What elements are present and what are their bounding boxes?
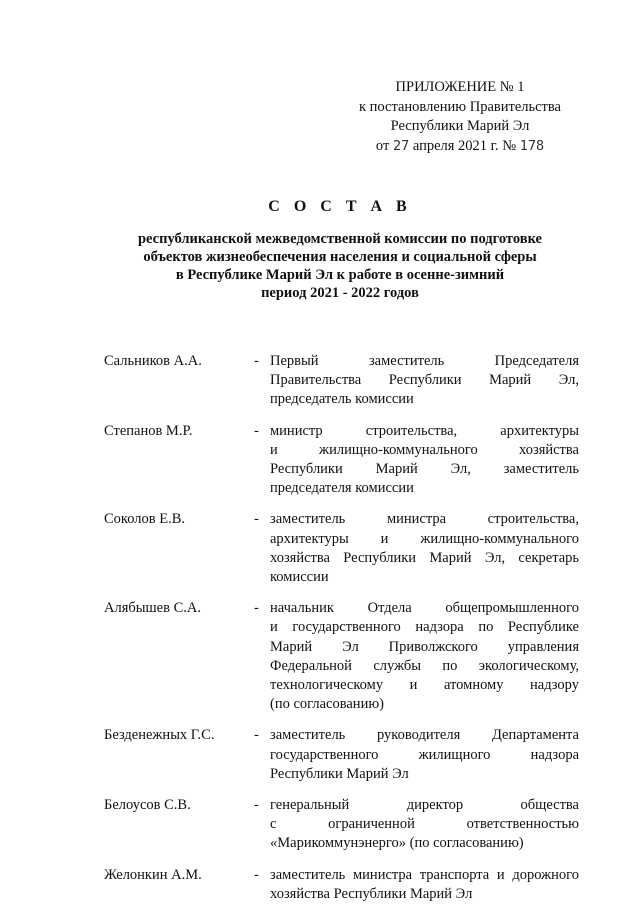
member-entry bbox=[104, 510, 579, 587]
member-dash: - bbox=[254, 727, 259, 744]
member-role bbox=[270, 599, 579, 714]
document-subtitle bbox=[60, 230, 620, 302]
role-line: председателя комиссии bbox=[270, 480, 414, 497]
document-title: С О С Т А В bbox=[268, 198, 412, 215]
member-dash: - bbox=[254, 866, 259, 883]
role-line: хозяйства Республики Марий Эл bbox=[270, 885, 473, 902]
role-line: и жилищно-коммунального хозяйства bbox=[270, 441, 579, 458]
role-line: Республики Марий Эл bbox=[270, 765, 409, 782]
date-day: 27 bbox=[392, 137, 410, 154]
member-role bbox=[270, 866, 579, 904]
date-mid: апреля 2021 г. № bbox=[412, 137, 517, 154]
role-line: заместитель министра строительства, bbox=[270, 511, 579, 528]
role-line: министр строительства, архитектуры bbox=[270, 422, 579, 439]
role-line: заместитель министра транспорта и дорожного bbox=[270, 866, 579, 883]
role-line: «Марикоммунэнерго» (по согласованию) bbox=[270, 835, 524, 852]
role-line: комиссии bbox=[270, 569, 329, 586]
role-line: и государственного надзора по Республике bbox=[270, 619, 579, 636]
subtitle-line: период 2021 - 2022 годов bbox=[261, 285, 419, 301]
member-dash: - bbox=[254, 600, 259, 617]
subtitle-line: объектов жизнеобеспечения населения и социальной сферы bbox=[143, 249, 537, 265]
member-entry bbox=[104, 599, 579, 714]
member-name: Безденежных Г.С. bbox=[104, 727, 215, 744]
role-line: председатель комиссии bbox=[270, 391, 414, 408]
appendix-header bbox=[340, 78, 580, 156]
role-line: технологическому и атомному надзору bbox=[270, 677, 579, 694]
appendix-republic: Республики Марий Эл bbox=[390, 118, 530, 134]
member-role bbox=[270, 510, 579, 587]
member-entry bbox=[104, 796, 579, 854]
role-line: государственного жилищного надзора bbox=[270, 746, 579, 763]
member-name: Степанов М.Р. bbox=[104, 422, 193, 439]
role-line: заместитель руководителя Департамента bbox=[270, 727, 579, 744]
role-line: хозяйства Республики Марий Эл, секретарь bbox=[270, 549, 579, 566]
role-line: Марий Эл Приволжского управления bbox=[270, 638, 579, 655]
member-entry bbox=[104, 726, 579, 784]
member-name: Алябышев С.А. bbox=[104, 600, 201, 617]
role-line: Федеральной службы по экологическому, bbox=[270, 657, 579, 674]
member-name: Белоусов С.В. bbox=[104, 797, 191, 814]
subtitle-line: республиканской межведомственной комиссии по подготовке bbox=[137, 231, 542, 247]
member-name: Соколов Е.В. bbox=[104, 511, 186, 528]
role-line: архитектуры и жилищно-коммунального bbox=[270, 530, 579, 547]
role-line: Республики Марий Эл, заместитель bbox=[270, 461, 579, 478]
member-entry bbox=[104, 352, 579, 410]
appendix-title: ПРИЛОЖЕНИЕ № 1 bbox=[395, 79, 525, 95]
member-entry bbox=[104, 866, 579, 904]
member-dash: - bbox=[254, 511, 259, 528]
member-dash: - bbox=[254, 797, 259, 814]
role-line: с ограниченной ответственностью bbox=[270, 816, 579, 833]
role-line: (по согласованию) bbox=[270, 696, 384, 713]
member-name: Желонкин А.М. bbox=[104, 866, 202, 883]
subtitle-line: в Республике Марий Эл к работе в осенне-зимний bbox=[175, 267, 505, 283]
role-line: Правительства Республики Марий Эл, bbox=[270, 372, 579, 389]
member-name: Сальников А.А. bbox=[104, 353, 202, 369]
date-prefix: от bbox=[375, 137, 390, 154]
member-entry bbox=[104, 422, 579, 499]
member-role bbox=[270, 796, 579, 854]
appendix-reference: к постановлению Правительства bbox=[359, 98, 561, 115]
appendix-date bbox=[340, 137, 580, 157]
member-role bbox=[270, 352, 579, 410]
member-role bbox=[270, 422, 579, 499]
role-line: Первый заместитель Председателя bbox=[270, 353, 579, 369]
member-dash: - bbox=[254, 353, 259, 369]
commission-members-list bbox=[104, 352, 579, 916]
member-dash: - bbox=[254, 422, 259, 439]
document-title-block bbox=[60, 198, 620, 302]
role-line: начальник Отдела общепромышленного bbox=[270, 600, 579, 617]
role-line: генеральный директор общества bbox=[270, 797, 579, 814]
member-role bbox=[270, 726, 579, 784]
date-number: 178 bbox=[519, 137, 545, 154]
